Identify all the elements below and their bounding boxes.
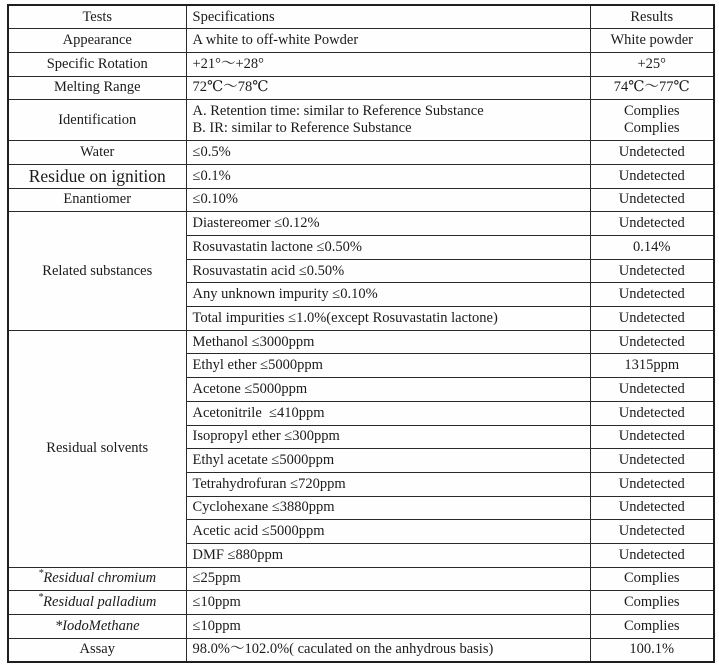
cell-line: Undetected	[618, 191, 685, 208]
cell-line: 74℃～77℃	[613, 79, 690, 96]
header-row	[8, 5, 714, 29]
cell-line: ≤0.5%	[192, 144, 231, 161]
cell-line: Complies	[623, 617, 680, 634]
table-row	[8, 29, 714, 53]
footnote-asterisk: *	[38, 568, 44, 580]
spec-cell: DMF ≤880ppm	[186, 543, 590, 567]
test-cell: *Residual palladium	[8, 591, 186, 615]
cell-line: +25°	[637, 55, 666, 72]
cell-line: 72℃～78℃	[192, 79, 269, 96]
result-cell	[590, 164, 714, 188]
spec-cell: Any unknown impurity ≤0.10%	[186, 283, 590, 307]
cell-line: ≤0.10%	[192, 191, 238, 208]
spec-cell	[186, 52, 590, 76]
table-row	[8, 188, 714, 212]
col-header-tests: Tests	[8, 5, 186, 29]
result-cell: Undetected	[590, 283, 714, 307]
test-cell: Enantiomer	[8, 188, 186, 212]
spec-cell: Diastereomer ≤0.12%	[186, 212, 590, 236]
cell-line: Undetected	[618, 167, 685, 184]
result-cell: Undetected	[590, 307, 714, 331]
table-row	[8, 100, 714, 141]
test-cell: Assay	[8, 638, 186, 662]
specification-table	[7, 4, 715, 663]
test-cell: Water	[8, 141, 186, 165]
table-row	[8, 141, 714, 165]
spec-cell	[186, 615, 590, 639]
result-cell	[590, 76, 714, 100]
result-cell: Undetected	[590, 259, 714, 283]
result-cell	[590, 29, 714, 53]
table-row	[8, 591, 714, 615]
test-cell: Identification	[8, 100, 186, 141]
cell-line: 98.0%～102.0%( caculated on the anhydrous basis)	[192, 641, 494, 658]
result-cell	[590, 141, 714, 165]
result-cell: Undetected	[590, 543, 714, 567]
result-cell: Undetected	[590, 520, 714, 544]
result-cell: Undetected	[590, 496, 714, 520]
table-row	[8, 638, 714, 662]
cell-line: A white to off-white Powder	[192, 32, 359, 49]
spec-cell: Acetone ≤5000ppm	[186, 378, 590, 402]
result-cell	[590, 100, 714, 141]
result-cell	[590, 591, 714, 615]
result-cell: Undetected	[590, 378, 714, 402]
spec-cell: Total impurities ≤1.0%(except Rosuvastatin lactone)	[186, 307, 590, 331]
spec-cell: Isopropyl ether ≤300ppm	[186, 425, 590, 449]
table-row	[8, 52, 714, 76]
result-cell	[590, 615, 714, 639]
spec-cell	[186, 164, 590, 188]
table-row	[8, 330, 714, 354]
cell-line: Complies	[623, 594, 680, 611]
result-cell	[590, 188, 714, 212]
spec-cell	[186, 29, 590, 53]
result-cell	[590, 52, 714, 76]
spec-cell: Cyclohexane ≤3880ppm	[186, 496, 590, 520]
result-cell: Undetected	[590, 425, 714, 449]
test-cell: *Residual chromium	[8, 567, 186, 591]
cell-line: ≤0.1%	[192, 167, 231, 184]
col-header-specifications: Specifications	[186, 5, 590, 29]
cell-line: A. Retention time: similar to Reference Substance	[192, 103, 484, 120]
result-cell	[590, 638, 714, 662]
spec-cell	[186, 141, 590, 165]
table-row	[8, 76, 714, 100]
table-row	[8, 567, 714, 591]
cell-line: 100.1%	[629, 641, 675, 658]
result-cell: Undetected	[590, 401, 714, 425]
cell-line: ≤10ppm	[192, 617, 241, 634]
result-cell: Undetected	[590, 449, 714, 473]
footnote-asterisk: *	[38, 592, 44, 604]
cell-line: Undetected	[618, 144, 685, 161]
cell-line: ≤10ppm	[192, 594, 241, 611]
result-cell: Undetected	[590, 212, 714, 236]
spec-cell	[186, 567, 590, 591]
test-cell: Residual solvents	[8, 330, 186, 567]
cell-line: ≤25ppm	[192, 570, 241, 587]
result-cell: Undetected	[590, 472, 714, 496]
spec-cell: Ethyl acetate ≤5000ppm	[186, 449, 590, 473]
spec-cell	[186, 591, 590, 615]
cell-line: Complies	[623, 103, 680, 120]
result-cell: 1315ppm	[590, 354, 714, 378]
cell-line: Complies	[623, 570, 680, 587]
table-body	[8, 29, 714, 662]
spec-cell	[186, 638, 590, 662]
table-row	[8, 615, 714, 639]
spec-cell: Rosuvastatin acid ≤0.50%	[186, 259, 590, 283]
test-cell: Related substances	[8, 212, 186, 330]
result-cell: Undetected	[590, 330, 714, 354]
spec-cell: Acetonitrile ≤410ppm	[186, 401, 590, 425]
spec-cell: Acetic acid ≤5000ppm	[186, 520, 590, 544]
spec-cell	[186, 76, 590, 100]
test-cell: Appearance	[8, 29, 186, 53]
table-row	[8, 212, 714, 236]
cell-line: White powder	[610, 32, 694, 49]
cell-line: B. IR: similar to Reference Substance	[192, 120, 412, 137]
test-cell: Specific Rotation	[8, 52, 186, 76]
result-cell	[590, 567, 714, 591]
cell-line: +21°～+28°	[192, 55, 264, 72]
col-header-results: Results	[590, 5, 714, 29]
spec-cell	[186, 100, 590, 141]
spec-cell: Methanol ≤3000ppm	[186, 330, 590, 354]
spec-cell	[186, 188, 590, 212]
test-cell: Melting Range	[8, 76, 186, 100]
spec-cell: Rosuvastatin lactone ≤0.50%	[186, 236, 590, 260]
result-cell: 0.14%	[590, 236, 714, 260]
spec-cell: Tetrahydrofuran ≤720ppm	[186, 472, 590, 496]
table-row	[8, 164, 714, 188]
test-cell: Residue on ignition	[8, 164, 186, 188]
cell-line: Complies	[623, 120, 680, 137]
spec-cell: Ethyl ether ≤5000ppm	[186, 354, 590, 378]
test-cell: *IodoMethane	[8, 615, 186, 639]
